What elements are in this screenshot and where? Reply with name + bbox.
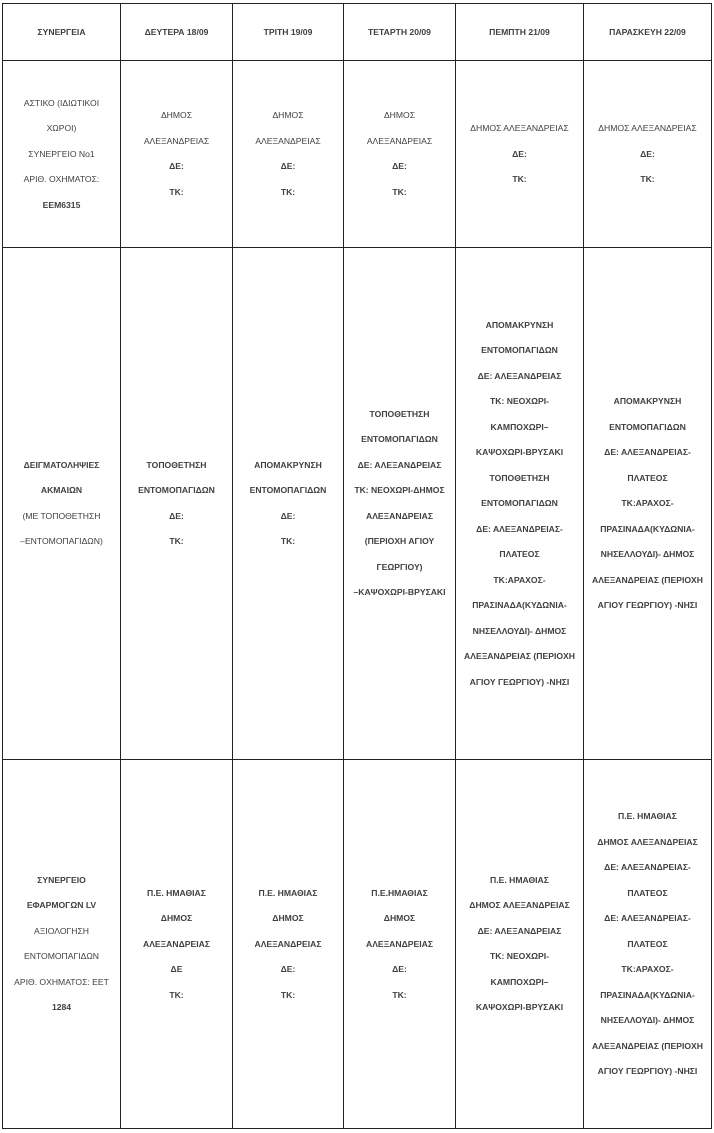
cell-applications-tuesday [233,760,344,1129]
cell-line: ΝΗΣΕΛΛΟΥΔΙ)- ΔΗΜΟΣ [472,625,567,636]
cell-line: ΠΡΑΣΙΝΑΔΑ(ΚΥΔΩΝΙΑ- [600,523,695,534]
cell-line: ΑΓΙΟΥ ΓΕΩΡΓΙΟΥ) -ΝΗΣΙ [597,600,698,610]
cell-line: ΔΕ: ΑΛΕΞΑΝΔΡΕΙΑΣ- [604,447,691,457]
cell-line: ΔΕ: ΑΛΕΞΑΝΔΡΕΙΑΣ [357,459,442,470]
cell-line: ΔΕ: [392,161,407,172]
cell-line: ΕΝΤΟΜΟΠΑΓΙΔΩΝ [138,485,215,496]
cell-sampling-tuesday [233,248,344,760]
cell-sampling-thursday [456,248,584,760]
cell-line: ΤΚ:ΑΡΑΧΟΣ- [621,498,674,508]
cell-applications-wednesday [344,760,456,1129]
cell-line: ΧΩΡΟΙ) [46,123,77,133]
cell-line: ΔΗΜΟΣ [160,110,193,121]
cell-line: ΣΥΝΕΡΓΕΙΟ [37,874,86,885]
cell-line: ΠΛΑΤΕΟΣ [499,549,540,559]
cell-line: ΚΑΜΠΟΧΩΡΙ– [490,976,549,987]
cell-line: ΕΝΤΟΜΟΠΑΓΙΔΩΝ [249,485,327,496]
vehicle-number: ΕΕΜ6315 [42,199,81,210]
cell-urban-thursday [456,61,584,248]
cell-line: ΔΗΜΟΣ [383,913,416,923]
cell-line: ΤΚ: [169,536,184,547]
cell-line: ΝΗΣΕΛΛΟΥΔΙ)- ΔΗΜΟΣ [600,549,695,559]
cell-line: ΔΗΜΟΣ ΑΛΕΞΑΝΔΡΕΙΑΣ [469,900,570,911]
cell-line: ΤΚ:ΑΡΑΧΟΣ- [621,964,674,974]
cell-line: ΑΛΕΞΑΝΔΡΕΙΑΣ [365,510,433,521]
cell-line: ΕΝΤΟΜΟΠΑΓΙΔΩΝ [481,498,558,508]
cell-line: ΤΚ: [392,989,407,1000]
cell-line: ΤΚ: [169,989,184,1000]
cell-line: ΔΗΜΟΣ ΑΛΕΞΑΝΔΡΕΙΑΣ [598,123,697,133]
cell-line: ΕΝΤΟΜΟΠΑΓΙΔΩΝ [481,345,558,355]
cell-line: ΔΕ: [512,148,527,159]
cell-line: ΤΚ: ΝΕΟΧΩΡΙ-ΔΗΜΟΣ [354,485,445,496]
cell-line: ΤΚ: ΝΕΟΧΩΡΙ- [490,396,549,406]
cell-line: ΤΚ: [640,174,655,184]
table-row-urban [3,61,712,248]
cell-line: ΔΕ: [169,510,184,521]
cell-line: ΤΚ: ΝΕΟΧΩΡΙ- [490,951,549,962]
cell-line: ΔΕ [170,964,183,974]
cell-line: ΠΛΑΤΕΟΣ [627,887,668,898]
cell-line: ΑΡΙΘ. ΟΧΗΜΑΤΟΣ: [23,174,100,184]
header-friday: ΠΑΡΑΣΚΕΥΗ 22/09 [584,4,712,61]
cell-line: ΑΛΕΞΑΝΔΡΕΙΑΣ (ΠΕΡΙΟΧΗ [592,574,703,585]
cell-line: ΔΗΜΟΣ [383,110,416,121]
cell-line: ΔΕ: ΑΛΕΞΑΝΔΡΕΙΑΣ- [604,862,691,872]
header-tuesday: ΤΡΙΤΗ 19/09 [233,4,344,61]
cell-line: ΑΛΕΞΑΝΔΡΕΙΑΣ [142,938,210,949]
cell-line: ΤΚ: [392,186,407,197]
cell-line: ΠΡΑΣΙΝΑΔΑ(ΚΥΔΩΝΙΑ- [600,989,695,1000]
cell-applications-monday [121,760,233,1129]
cell-line: –ΕΝΤΟΜΟΠΑΓΙΔΩΝ) [20,536,103,547]
header-row [3,4,712,61]
cell-line: –ΚΑΨΟΧΩΡΙ-ΒΡΥΣΑΚΙ [353,587,446,598]
cell-line: ΑΡΙΘ. ΟΧΗΜΑΤΟΣ: ΕΕΤ [14,976,109,987]
cell-line: ΑΣΤΙΚΟ (ΙΔΙΩΤΙΚΟΙ [23,97,100,108]
cell-line: ΑΛΕΞΑΝΔΡΕΙΑΣ (ΠΕΡΙΟΧΗ [592,1040,703,1051]
cell-line: ΔΕ: [169,161,184,172]
cell-line: (ΠΕΡΙΟΧΗ ΑΓΙΟΥ [364,536,435,547]
cell-line: ΑΛΕΞΑΝΔΡΕΙΑΣ [366,135,433,146]
cell-urban-wednesday [344,61,456,248]
cell-line: ΚΑΜΠΟΧΩΡΙ– [490,421,549,432]
cell-line: ΔΕ: [280,510,296,521]
cell-applications-friday [584,760,712,1129]
cell-line: ΔΗΜΟΣ ΑΛΕΞΑΝΔΡΕΙΑΣ [597,836,698,847]
cell-line: ΤΚ: [280,186,296,197]
cell-line: ΠΡΑΣΙΝΑΔΑ(ΚΥΔΩΝΙΑ- [472,600,567,610]
cell-line: ΤΟΠΟΘΕΤΗΣΗ [146,459,207,470]
cell-line: ΔΗΜΟΣ [160,913,193,923]
cell-line: ΝΗΣΕΛΛΟΥΔΙ)- ΔΗΜΟΣ [600,1015,695,1025]
header-thursday: ΠΕΜΠΤΗ 21/09 [456,4,584,61]
cell-line: ΑΚΜΑΙΩΝ [40,485,83,496]
cell-line: ΔΕ: [280,964,296,974]
cell-line: ΔΗΜΟΣ [272,913,304,923]
cell-line: ΑΠΟΜΑΚΡΥΝΣΗ [254,459,322,470]
header-teams: ΣΥΝΕΡΓΕΙΑ [3,4,121,61]
cell-line: ΔΕ: ΑΛΕΞΑΝΔΡΕΙΑΣ [477,925,562,936]
cell-line: ΤΚ: [280,989,296,1000]
cell-line: ΑΛΕΞΑΝΔΡΕΙΑΣ [255,135,321,146]
cell-urban-monday [121,61,233,248]
cell-line: ΚΑΨΟΧΩΡΙ-ΒΡΥΣΑΚΙ [475,1002,564,1013]
cell-line: ΑΠΟΜΑΚΡΥΝΣΗ [485,319,554,330]
cell-line: ΑΞΙΟΛΟΓΗΣΗ [34,925,89,936]
cell-line: ΕΝΤΟΜΟΠΑΓΙΔΩΝ [609,421,686,432]
cell-line: Π.Ε. ΗΜΑΘΙΑΣ [147,887,206,898]
cell-line: Π.Ε. ΗΜΑΘΙΑΣ [618,811,677,821]
cell-line: ΓΕΩΡΓΙΟΥ) [376,561,423,572]
cell-line: ΔΕ: [640,148,655,159]
cell-line: ΤΟΠΟΘΕΤΗΣΗ [489,472,550,483]
cell-line: ΣΥΝΕΡΓΕΙΟ Νο1 [28,148,95,159]
cell-line: ΑΛΕΞΑΝΔΡΕΙΑΣ [254,938,322,949]
cell-line: ΕΦΑΡΜΟΓΩΝ LV [26,900,97,911]
cell-line: ΑΓΙΟΥ ΓΕΩΡΓΙΟΥ) -ΝΗΣΙ [469,676,570,687]
cell-line: ΤΚ: [169,186,184,197]
schedule-table [2,3,712,1129]
cell-line: (ΜΕ ΤΟΠΟΘΕΤΗΣΗ [22,510,101,521]
cell-line: Π.Ε. ΗΜΑΘΙΑΣ [258,887,318,898]
cell-line: ΤΚ: [280,536,296,547]
cell-sampling-friday [584,248,712,760]
cell-line: ΔΕ: ΑΛΕΞΑΝΔΡΕΙΑΣ [477,370,562,381]
cell-line: ΑΛΕΞΑΝΔΡΕΙΑΣ [143,135,210,146]
header-monday: ΔΕΥΤΕΡΑ 18/09 [121,4,233,61]
cell-line: ΑΓΙΟΥ ΓΕΩΡΓΙΟΥ) -ΝΗΣΙ [597,1066,698,1076]
cell-line: ΔΗΜΟΣ [272,110,304,121]
vehicle-number: 1284 [51,1002,72,1013]
team-cell-urban [3,61,121,248]
cell-sampling-monday [121,248,233,760]
cell-line: ΕΝΤΟΜΟΠΑΓΙΔΩΝ [24,951,99,962]
cell-line: ΠΛΑΤΕΟΣ [627,938,668,949]
header-wednesday: ΤΕΤΑΡΤΗ 20/09 [344,4,456,61]
cell-line: ΔΕ: ΑΛΕΞΑΝΔΡΕΙΑΣ- [476,523,563,534]
cell-line: Π.Ε. ΗΜΑΘΙΑΣ [490,874,549,885]
cell-line: ΔΕ: [280,161,296,172]
cell-line: Π.Ε.ΗΜΑΘΙΑΣ [371,887,428,898]
table-row-applications [3,760,712,1129]
cell-line: ΔΕ: [392,964,407,974]
cell-line: ΔΕ: ΑΛΕΞΑΝΔΡΕΙΑΣ- [604,913,691,923]
cell-line: ΑΛΕΞΑΝΔΡΕΙΑΣ [365,938,433,949]
cell-line: ΑΠΟΜΑΚΡΥΝΣΗ [613,396,682,406]
cell-line: ΔΕΙΓΜΑΤΟΛΗΨΙΕΣ [23,459,100,470]
cell-urban-tuesday [233,61,344,248]
team-cell-sampling [3,248,121,760]
cell-line: ΤΚ:ΑΡΑΧΟΣ- [493,574,546,585]
cell-line: ΔΗΜΟΣ ΑΛΕΞΑΝΔΡΕΙΑΣ [470,123,569,133]
cell-line: ΚΑΨΟΧΩΡΙ-ΒΡΥΣΑΚΙ [475,447,564,457]
cell-sampling-wednesday [344,248,456,760]
table-row-sampling [3,248,712,760]
team-cell-applications [3,760,121,1129]
cell-line: ΠΛΑΤΕΟΣ [627,472,668,483]
cell-urban-friday [584,61,712,248]
cell-line: ΤΚ: [512,174,527,184]
cell-line: ΕΝΤΟΜΟΠΑΓΙΔΩΝ [361,434,438,445]
cell-line: ΤΟΠΟΘΕΤΗΣΗ [369,408,430,419]
cell-line: ΑΛΕΞΑΝΔΡΕΙΑΣ (ΠΕΡΙΟΧΗ [464,651,575,661]
cell-applications-thursday [456,760,584,1129]
